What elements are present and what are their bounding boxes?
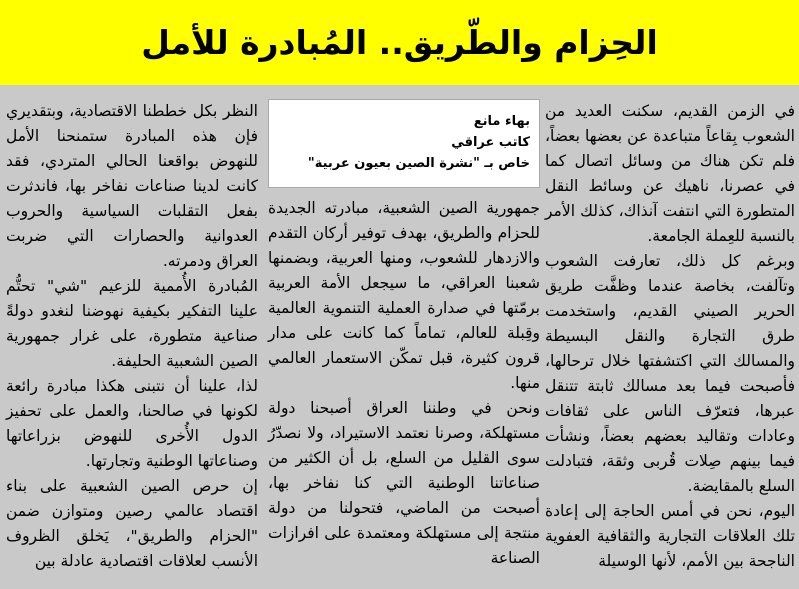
column-right	[545, 99, 795, 574]
byline-credit: خاص بـ "نشرة الصين بعيون عربية"	[307, 156, 530, 171]
article-body	[0, 85, 799, 574]
paragraph: وبرغم كل ذلك، تعارفت الشعوب وتآلفت، بخاصة عندما وظفَّت طريق الحرير الصيني القديم، واستخدمت طرق التجارة والنقل البسيطة والمسالك التي اكتشفتها خلال ترحالها، فأصبحت فيما بعد مسالك ثابتة تتنقل عبرها، فتعرّف الناس على ثقافات وعادات وتقاليد بعضهم بعضاً، ونشأت فيما بينهم صِلات قُربى وثقة، فتبادلت السلع بالمقايضة.	[545, 252, 795, 495]
byline-role: كاتب عراقي	[451, 135, 530, 150]
paragraph: جمهورية الصين الشعبية، مبادرته الجديدة للحزام والطريق، بهدف توفير أركان التقدم والازدهار للشعوب، ومنها العربية، وبضمنها شعبنا العراقي، ما سيجعل الأمة العربية برمّتها في صدارة العملية التنموية العالمية وقِبلة للعالم، تماماً كما كانت على مدار قرون كثيرة، قبل تمكّن الاستعمار العالمي منها.	[268, 199, 540, 392]
paragraph: لذا، علينا أن نتبنى هكذا مبادرة رائعة لكونها في صالحنا، والعمل على تحفيز الدول الأُخرى للنهوض بزراعاتها وصناعاتها الوطنية وتجارتها.	[6, 377, 258, 470]
paragraph: النظر بكل خططنا الاقتصادية، وبتقديري فإن هذه المبادرة ستمنحنا الأمل للنهوض بواقعنا الحالي المتردي، فقد كانت لدينا صناعات نفاخر بها، فاندثرت بفعل التقلبات السياسية والحروب العدوانية والحصارات التي ضربت العراق ودمرته.	[6, 102, 258, 270]
byline-box	[268, 99, 540, 188]
article-masthead	[0, 0, 799, 85]
byline-author: بهاء مانع	[473, 114, 530, 129]
article-title: الحِزام والطّريق.. المُبادرة للأمل	[141, 23, 658, 62]
paragraph: ونحن في وطننا العراق أصبحنا دولة مستهلكة، وصرنا نعتمد الاستيراد، ولا نصدّرُ سوى القليل من السلع، بل أن الكثير من صناعاتنا الوطنية التي كنا نفاخر بها، أصبحت من الماضي، فتحولنا من دولة منتجة إلى مستهلكة ومعتمدة على افرازات الصناعة	[268, 399, 540, 567]
paragraph: اليوم، نحن في أمس الحاجة إلى إعادة تلك العلاقات التجارية والثقافية العفوية الناجحة بين الأمم، لأنها الوسيلة	[545, 502, 795, 570]
column-middle	[268, 99, 540, 571]
column-left	[6, 99, 258, 574]
paragraph: في الزمن القديم، سكنت العديد من الشعوب بِقاعاً متباعدة عن بعضها بعضاً، فلم تكن هناك من وسائل اتصال كما في عصرنا، ناهيك عن وسائط النقل المتطورة التي انتفت آنذاك، كذلك الأمر بالنسبة للعِملة الجامعة.	[545, 102, 795, 245]
paragraph: المُبادرة الأُممية للزعيم "شي" تحتُّم علينا التفكير بكيفية نهوضنا لنغدو دولةً صناعية متطورة، على غرار جمهورية الصين الشعبية الحليفة.	[6, 277, 258, 370]
paragraph: إن حرص الصين الشعبية على بناء اقتصاد عالمي رصين ومتوازن ضمن "الحزام والطريق"، يَخلق الظروف الأنسب لعلاقات اقتصادية عادلة بين	[6, 477, 258, 570]
